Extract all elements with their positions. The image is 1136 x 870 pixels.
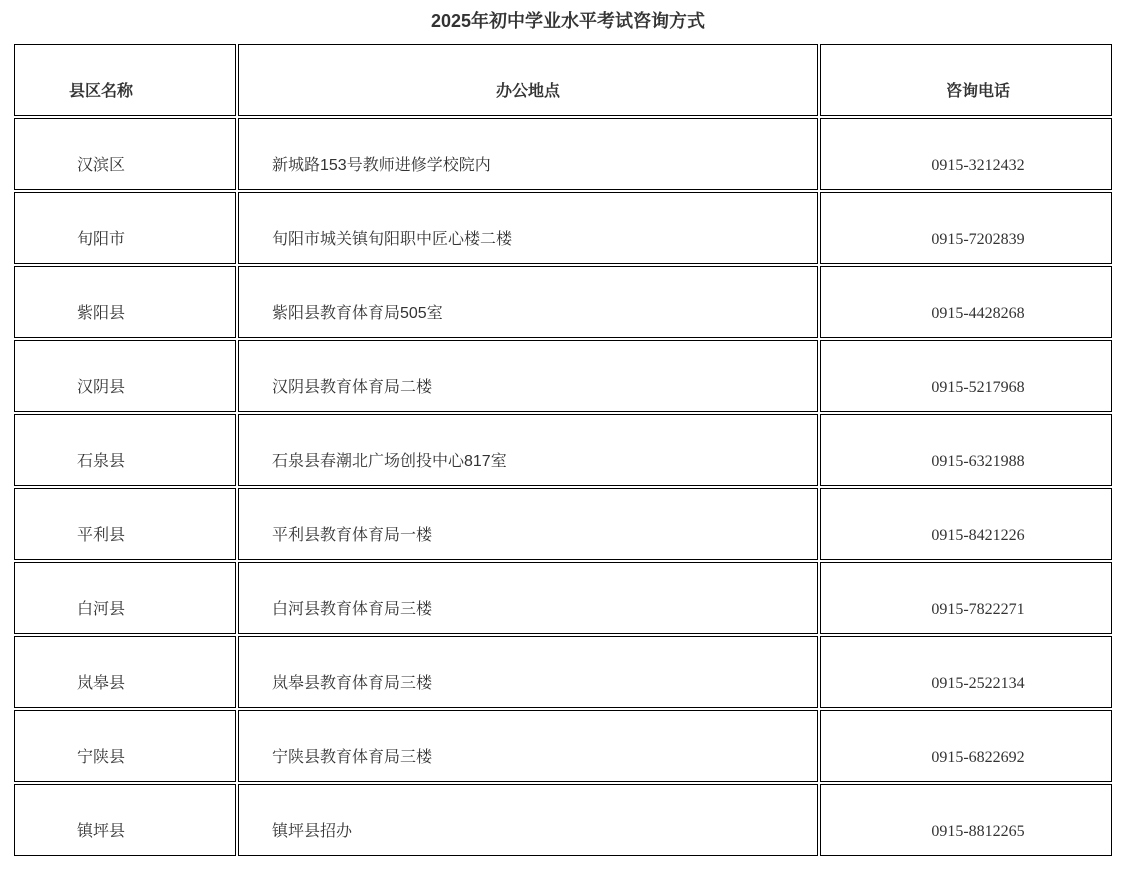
phone-cell: 0915-6321988 (820, 414, 1112, 486)
county-cell: 汉滨区 (14, 118, 236, 190)
county-cell: 平利县 (14, 488, 236, 560)
consultation-table (12, 42, 1114, 858)
county-cell: 白河县 (14, 562, 236, 634)
address-cell: 岚皋县教育体育局三楼 (238, 636, 818, 708)
address-cell: 新城路153号教师进修学校院内 (238, 118, 818, 190)
phone-cell: 0915-8812265 (820, 784, 1112, 856)
table-row (14, 118, 1112, 190)
header-phone: 咨询电话 (820, 44, 1112, 116)
county-cell: 石泉县 (14, 414, 236, 486)
phone-cell: 0915-7822271 (820, 562, 1112, 634)
address-cell: 紫阳县教育体育局505室 (238, 266, 818, 338)
table-row (14, 562, 1112, 634)
table-row (14, 340, 1112, 412)
address-cell: 白河县教育体育局三楼 (238, 562, 818, 634)
county-cell: 汉阴县 (14, 340, 236, 412)
phone-cell: 0915-2522134 (820, 636, 1112, 708)
address-cell: 石泉县春潮北广场创投中心817室 (238, 414, 818, 486)
table-row (14, 784, 1112, 856)
phone-cell: 0915-4428268 (820, 266, 1112, 338)
county-cell: 镇坪县 (14, 784, 236, 856)
page-title: 2025年初中学业水平考试咨询方式 (430, 11, 706, 31)
county-cell: 紫阳县 (14, 266, 236, 338)
county-cell: 宁陕县 (14, 710, 236, 782)
header-row (14, 44, 1112, 116)
phone-cell: 0915-7202839 (820, 192, 1112, 264)
phone-cell: 0915-6822692 (820, 710, 1112, 782)
table-row (14, 636, 1112, 708)
county-cell: 旬阳市 (14, 192, 236, 264)
table-row (14, 488, 1112, 560)
table-row (14, 266, 1112, 338)
header-address: 办公地点 (238, 44, 818, 116)
phone-cell: 0915-8421226 (820, 488, 1112, 560)
table-row (14, 414, 1112, 486)
table-body (14, 118, 1112, 856)
address-cell: 汉阴县教育体育局二楼 (238, 340, 818, 412)
county-cell: 岚皋县 (14, 636, 236, 708)
phone-cell: 0915-5217968 (820, 340, 1112, 412)
phone-cell: 0915-3212432 (820, 118, 1112, 190)
table-row (14, 710, 1112, 782)
address-cell: 旬阳市城关镇旬阳职中匠心楼二楼 (238, 192, 818, 264)
table-row (14, 192, 1112, 264)
address-cell: 平利县教育体育局一楼 (238, 488, 818, 560)
header-county: 县区名称 (14, 44, 236, 116)
address-cell: 镇坪县招办 (238, 784, 818, 856)
address-cell: 宁陕县教育体育局三楼 (238, 710, 818, 782)
